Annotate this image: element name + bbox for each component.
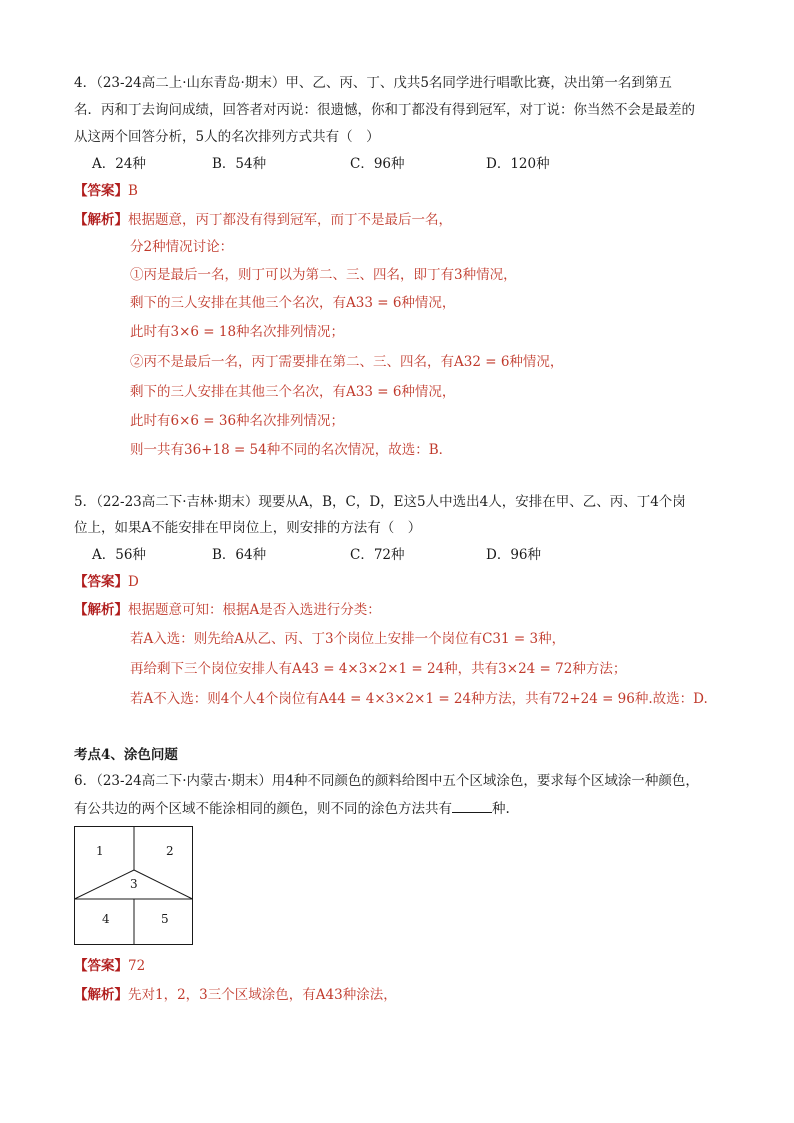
q4-stem-line-2: 名．丙和丁去询问成绩，回答者对丙说：很遗憾，你和丁都没有得到冠军，对丁说：你当然不会是最差的	[74, 102, 695, 118]
q4-analysis-line: 剩下的三人安排在其他三个名次，有A33 = 6种情况，	[130, 384, 456, 400]
q6-stem-text: 有公共边的两个区域不能涂相同的颜色，则不同的涂色方法共有	[74, 801, 452, 817]
q6-answer: 72	[128, 958, 146, 974]
q5-answer-row	[74, 573, 139, 591]
region-label-1: 1	[96, 844, 104, 858]
q4-stem-line-1: 4．（23-24高二上·山东青岛·期末）甲、乙、丙、丁、戊共5名同学进行唱歌比赛，决出第一名到第五	[74, 75, 672, 91]
q4-analysis-line: 此时有3×6 = 18种名次排列情况；	[130, 324, 345, 340]
q6-answer-tag: 【答案】	[74, 958, 128, 974]
region-label-3: 3	[130, 877, 138, 891]
q5-option-a: A．56种	[92, 547, 146, 563]
q4-analysis-line: 剩下的三人安排在其他三个名次，有A33 = 6种情况，	[130, 295, 456, 311]
q5-analysis-row	[74, 601, 381, 619]
region-label-4: 4	[102, 912, 110, 926]
q5-option-d: D．96种	[486, 547, 542, 563]
q5-answer: D	[128, 574, 139, 590]
q5-option-c: C．72种	[350, 547, 405, 563]
region-label-5: 5	[161, 912, 169, 926]
q4-stem-line-3: 从这两个回答分析，5人的名次排列方式共有（ ）	[74, 129, 380, 145]
q4-answer-tag: 【答案】	[74, 183, 128, 199]
q6-stem-suffix: 种.	[492, 801, 510, 817]
coloring-region-diagram	[74, 826, 194, 946]
q4-analysis-line: 分2种情况讨论：	[130, 239, 234, 255]
q6-stem-line-2	[74, 800, 510, 818]
q6-analysis-tag: 【解析】	[74, 987, 128, 1003]
q6-stem-line-1: 6．（23-24高二下·内蒙古·期末）用4种不同颜色的颜料给图中五个区域涂色，要求每个区域涂一种颜色，	[74, 773, 699, 789]
q4-analysis-tag: 【解析】	[74, 212, 128, 228]
q4-analysis-line: 此时有6×6 = 36种名次排列情况；	[130, 413, 345, 429]
q4-answer: B	[128, 183, 138, 199]
q6-analysis-row	[74, 986, 397, 1004]
q5-analysis-line: 若A不入选：则4个人4个岗位有A44 = 4×3×2×1 = 24种方法，共有72+24 = 96种.故选：D.	[130, 691, 708, 707]
q4-answer-row	[74, 182, 138, 200]
section-heading: 考点4、涂色问题	[74, 747, 178, 763]
q5-analysis-line: 再给剩下三个岗位安排人有A43 = 4×3×2×1 = 24种，共有3×24 = 72种方法；	[130, 661, 627, 677]
q4-option-b: B．54种	[212, 156, 267, 172]
q6-analysis-line: 先对1，2，3三个区域涂色，有A43种涂法，	[128, 987, 397, 1003]
q4-analysis-row	[74, 211, 452, 229]
q4-analysis-line: ②丙不是最后一名，丙丁需要排在第二、三、四名，有A32 = 6种情况，	[130, 354, 564, 370]
diagram-line-right	[134, 870, 193, 899]
q4-analysis-line: ①丙是最后一名，则丁可以为第二、三、四名，即丁有3种情况，	[130, 267, 517, 283]
q5-analysis-line: 若A入选：则先给A从乙、丙、丁3个岗位上安排一个岗位有C31 = 3种，	[130, 631, 566, 647]
q4-option-a: A．24种	[92, 156, 146, 172]
q5-stem-line-1: 5．（22-23高二下·吉林·期末）现要从A，B，C，D，E这5人中选出4人，安排在甲、乙、丙、丁4个岗	[74, 494, 686, 510]
q6-answer-row	[74, 957, 145, 975]
q5-option-b: B．64种	[212, 547, 267, 563]
q5-stem-line-2: 位上，如果A不能安排在甲岗位上，则安排的方法有（ ）	[74, 520, 422, 536]
q4-analysis-line: 根据题意，丙丁都没有得到冠军，而丁不是最后一名，	[128, 212, 452, 228]
q4-analysis-line: 则一共有36+18 = 54种不同的名次情况，故选：B．	[130, 442, 453, 458]
region-label-2: 2	[166, 844, 174, 858]
q5-analysis-line: 根据题意可知：根据A是否入选进行分类：	[128, 602, 381, 618]
q5-analysis-tag: 【解析】	[74, 602, 128, 618]
diagram-line-left	[75, 870, 135, 899]
q5-answer-tag: 【答案】	[74, 574, 128, 590]
q4-option-c: C．96种	[350, 156, 405, 172]
q6-answer-blank	[452, 800, 492, 813]
q4-option-d: D．120种	[486, 156, 550, 172]
